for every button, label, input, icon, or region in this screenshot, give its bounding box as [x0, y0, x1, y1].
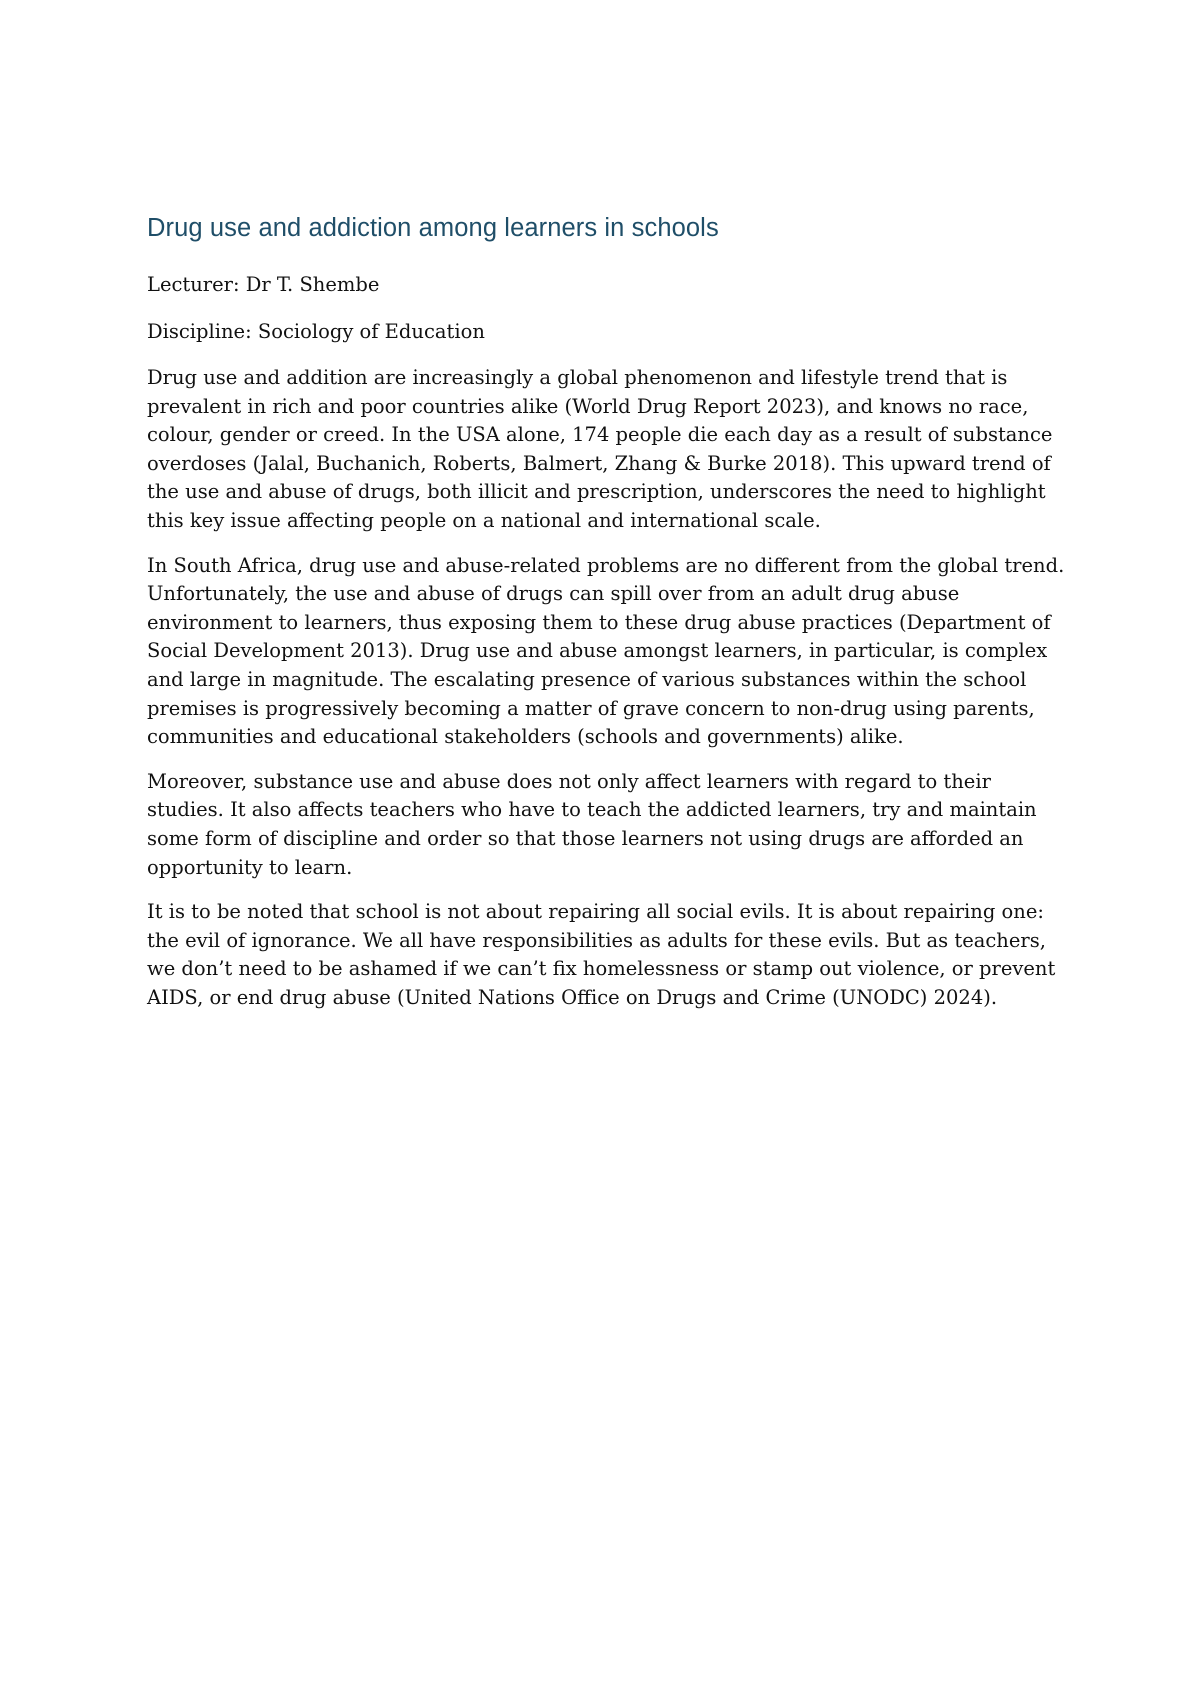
paragraph: Moreover, substance use and abuse does not only affect learners with regard to their studies. It also affects teachers who have to teach the addicted learners, try and maintain some form of discipline and order so that those learners not using drugs are afforded an opportunity to learn. [147, 769, 1037, 879]
paragraph: In South Africa, drug use and abuse-related problems are no different from the global trend. Unfortunately, the use and abuse of drugs can spill over from an adult drug abuse environment to learners, thus exposing them to these drug abuse practices (Department of Social Development 2013). Drug use and abuse amongst learners, in particular, is complex and large in magnitude. The escalating presence of various substances within the school premises is progressively becoming a matter of grave concern to non-drug using parents, communities and educational stakeholders (schools and governments) alike. [147, 553, 1065, 749]
paragraph: It is to be noted that school is not about repairing all social evils. It is about repairing one: the evil of ignorance. We all have responsibilities as adults for these evils. But as teachers, we don’t need to be ashamed if we can’t fix homelessness or stamp out violence, or prevent AIDS, or end drug abuse (United Nations Office on Drugs and Crime (UNODC) 2024). [147, 900, 1056, 1009]
paragraph: Drug use and addition are increasingly a global phenomenon and lifestyle trend that is prevalent in rich and poor countries alike (World Drug Report 2023), and knows no race, colour, gender or creed. In the USA alone, 174 people die each day as a result of substance overdoses (Jalal, Buchanich, Roberts, Balmert, Zhang & Burke 2018). This upward trend of the use and abuse of drugs, both illicit and prescription, underscores the need to highlight this key issue affecting people on a national and international scale. [147, 366, 1053, 532]
document-body [147, 208, 1065, 1028]
lecturer-line: Lecturer: Dr T. Shembe [147, 273, 380, 296]
document-title: Drug use and addiction among learners in schools [147, 214, 719, 242]
discipline-line: Discipline: Sociology of Education [147, 320, 485, 343]
